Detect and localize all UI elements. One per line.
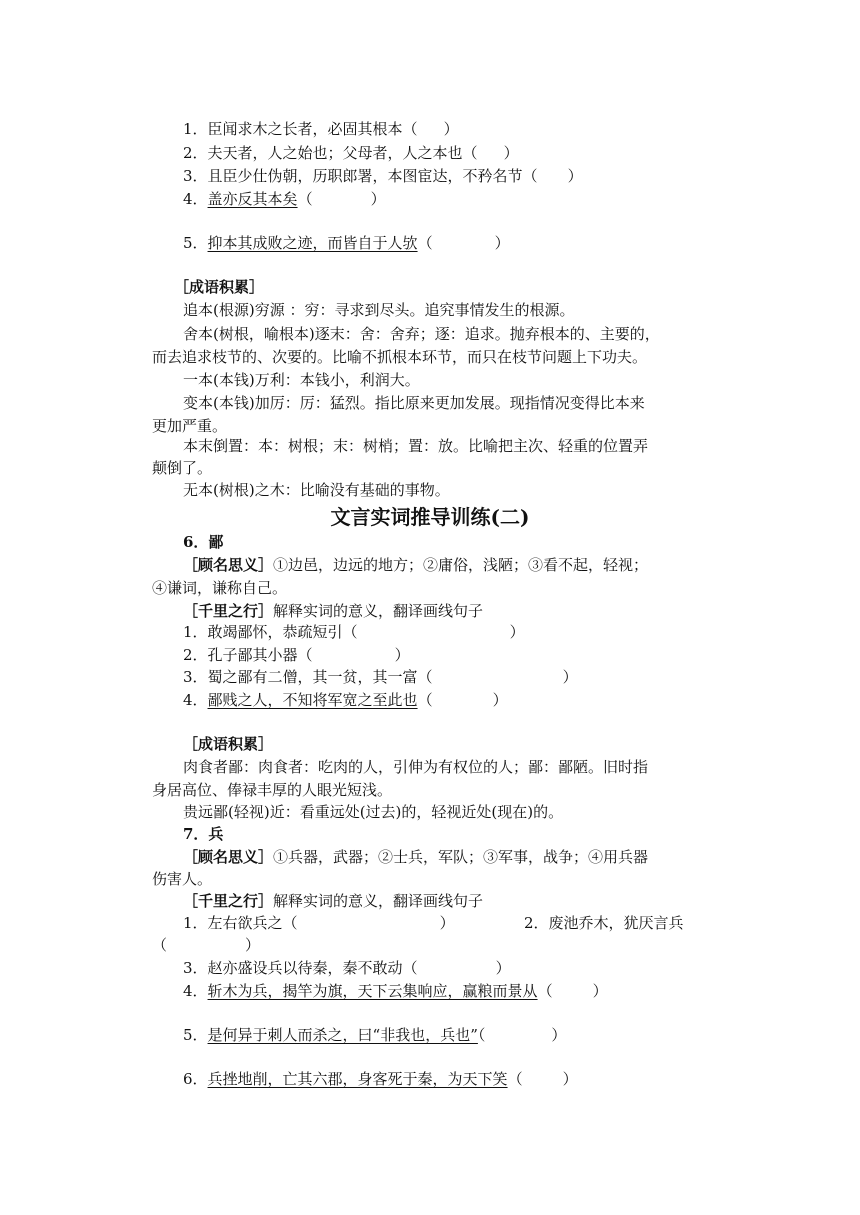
practice-label: ［千里之行］: [183, 892, 274, 910]
meaning-text: ①兵器，武器；②士兵，军队；③军事，战争；④用兵器: [273, 848, 649, 866]
answer-paren: ）: [567, 167, 583, 185]
idiom-line: 颠倒了。: [152, 459, 213, 477]
item-text: 且臣少仕伪朝，历职郎署，本图宦达，不矜名节（: [207, 167, 538, 185]
answer-paren: ）: [509, 623, 525, 641]
answer-paren: （: [537, 982, 553, 1000]
answer-paren: ）: [562, 1070, 578, 1088]
item-number: 2．: [183, 144, 208, 162]
question-item-cont: [152, 935, 260, 955]
idiom-line: 身居高位、俸禄丰厚的人眼光短浅。: [152, 781, 393, 799]
idiom-line: 舍本(树根，喻根本)逐末：舍：舍弃；逐：追求。抛弃根本的、主要的，: [183, 325, 660, 343]
practice-line: [183, 891, 483, 911]
answer-paren: ）: [492, 691, 508, 709]
idiom-line: 无本(树根)之木：比喻没有基础的事物。: [183, 481, 450, 499]
meaning-label: ［顾名思义］: [183, 556, 274, 574]
item-text: 左右欲兵之（: [207, 914, 298, 932]
underlined-sentence: 是何异于刺人而杀之，曰“非我也，兵也”: [207, 1026, 478, 1044]
item-number: 3．: [183, 959, 208, 977]
underlined-sentence: 斩木为兵，揭竿为旗，天下云集响应，赢粮而景从: [207, 982, 538, 1000]
item-number: 3．: [183, 167, 208, 185]
answer-paren: （: [297, 190, 313, 208]
answer-paren: ）: [245, 936, 261, 954]
question-item: [183, 645, 410, 665]
underlined-sentence: 鄙贱之人，不知将军宽之至此也: [207, 691, 418, 709]
idiom-line: 变本(本钱)加厉：厉：猛烈。指比原来更加发展。现指情况变得比本来: [183, 394, 645, 412]
answer-paren: ）: [370, 190, 386, 208]
underlined-sentence: 抑本其成败之迹，而皆自于人欤: [207, 234, 418, 252]
item-text: 孔子鄙其小器（: [207, 646, 313, 664]
question-item: [524, 913, 684, 933]
item-text: 废池乔木，犹厌言兵: [548, 914, 684, 932]
answer-paren: ）: [551, 1026, 567, 1044]
question-item: [183, 667, 578, 687]
item-number: 6．: [183, 1070, 208, 1088]
meaning-label: ［顾名思义］: [183, 848, 274, 866]
idiom-heading: ［成语积累］: [174, 278, 265, 296]
question-item: [183, 143, 519, 163]
item-number: 1．: [183, 120, 208, 138]
item-number: 4．: [183, 691, 208, 709]
idiom-line: 一本(本钱)万利：本钱小，利润大。: [183, 371, 420, 389]
item-text: 夫天者，人之始也；父母者，人之本也（: [207, 144, 478, 162]
idiom-heading: ［成语积累］: [183, 735, 274, 753]
answer-paren: （: [417, 234, 433, 252]
answer-paren: ）: [443, 120, 459, 138]
item-number: 2．: [183, 646, 208, 664]
answer-paren: ）: [439, 914, 455, 932]
item-number: 1．: [183, 914, 208, 932]
item-number: 1．: [183, 623, 208, 641]
answer-paren: （: [477, 1026, 486, 1044]
question-item: [183, 166, 583, 186]
underlined-sentence: 兵挫地削，亡其六郡，身客死于秦，为天下笑: [207, 1070, 508, 1088]
word-heading: 6．鄙: [183, 533, 224, 551]
item-text: 敢竭鄙怀，恭疏短引（: [207, 623, 358, 641]
question-item: [183, 1025, 566, 1045]
answer-paren: ）: [495, 959, 511, 977]
idiom-line: 追本(根源)穷源 ：穷：寻求到尽头。追究事情发生的根源。: [183, 301, 575, 319]
answer-paren: ）: [394, 646, 410, 664]
answer-paren: （: [507, 1070, 523, 1088]
question-item: [183, 119, 459, 139]
idiom-line: 更加严重。: [152, 417, 228, 435]
answer-paren: （: [152, 936, 168, 954]
answer-paren: ）: [494, 234, 510, 252]
item-text: 臣闻求木之长者，必固其根本（: [207, 120, 418, 138]
item-number: 3．: [183, 668, 208, 686]
idiom-line: 贵远鄙(轻视)近：看重远处(过去)的，轻视近处(现在)的。: [183, 803, 564, 821]
question-item: [183, 1069, 578, 1089]
answer-paren: ）: [503, 144, 519, 162]
question-item: [183, 913, 455, 933]
meaning-line: [183, 847, 648, 867]
idiom-line: 而去追求枝节的、次要的。比喻不抓根本环节，而只在枝节问题上下功夫。: [152, 348, 648, 366]
item-number: 5．: [183, 1026, 208, 1044]
answer-paren: ）: [562, 668, 578, 686]
item-number: 5．: [183, 234, 208, 252]
meaning-text: ①边邑，边远的地方；②庸俗，浅陋；③看不起，轻视；: [273, 556, 649, 574]
question-item: [183, 958, 511, 978]
meaning-line: [183, 555, 648, 575]
practice-text: 解释实词的意义，翻译画线句子: [273, 602, 484, 620]
item-text: 赵亦盛设兵以待秦，秦不敢动（: [207, 959, 418, 977]
practice-line: [183, 601, 483, 621]
item-text: 蜀之鄙有二僧，其一贫，其一富（: [207, 668, 433, 686]
section-title: 文言实词推导训练(二): [330, 505, 530, 529]
item-number: 2．: [524, 914, 549, 932]
question-item: [183, 981, 608, 1001]
practice-label: ［千里之行］: [183, 602, 274, 620]
idiom-line: 本末倒置：本：树根；末：树梢；置：放。比喻把主次、轻重的位置弄: [183, 437, 649, 455]
question-item: [183, 690, 508, 710]
idiom-line: 肉食者鄙：肉食者：吃肉的人，引伸为有权位的人；鄙：鄙陋。旧时指: [183, 758, 649, 776]
meaning-line: 伤害人。: [152, 870, 213, 888]
answer-paren: （: [417, 691, 433, 709]
question-item: [183, 189, 386, 209]
practice-text: 解释实词的意义，翻译画线句子: [273, 892, 484, 910]
word-heading: 7．兵: [183, 825, 224, 843]
answer-paren: ）: [592, 982, 608, 1000]
underlined-sentence: 盖亦反其本矣: [207, 190, 298, 208]
question-item: [183, 622, 525, 642]
item-number: 4．: [183, 982, 208, 1000]
question-item: [183, 233, 510, 253]
meaning-line: ④谦词，谦称自己。: [152, 579, 288, 597]
item-number: 4．: [183, 190, 208, 208]
